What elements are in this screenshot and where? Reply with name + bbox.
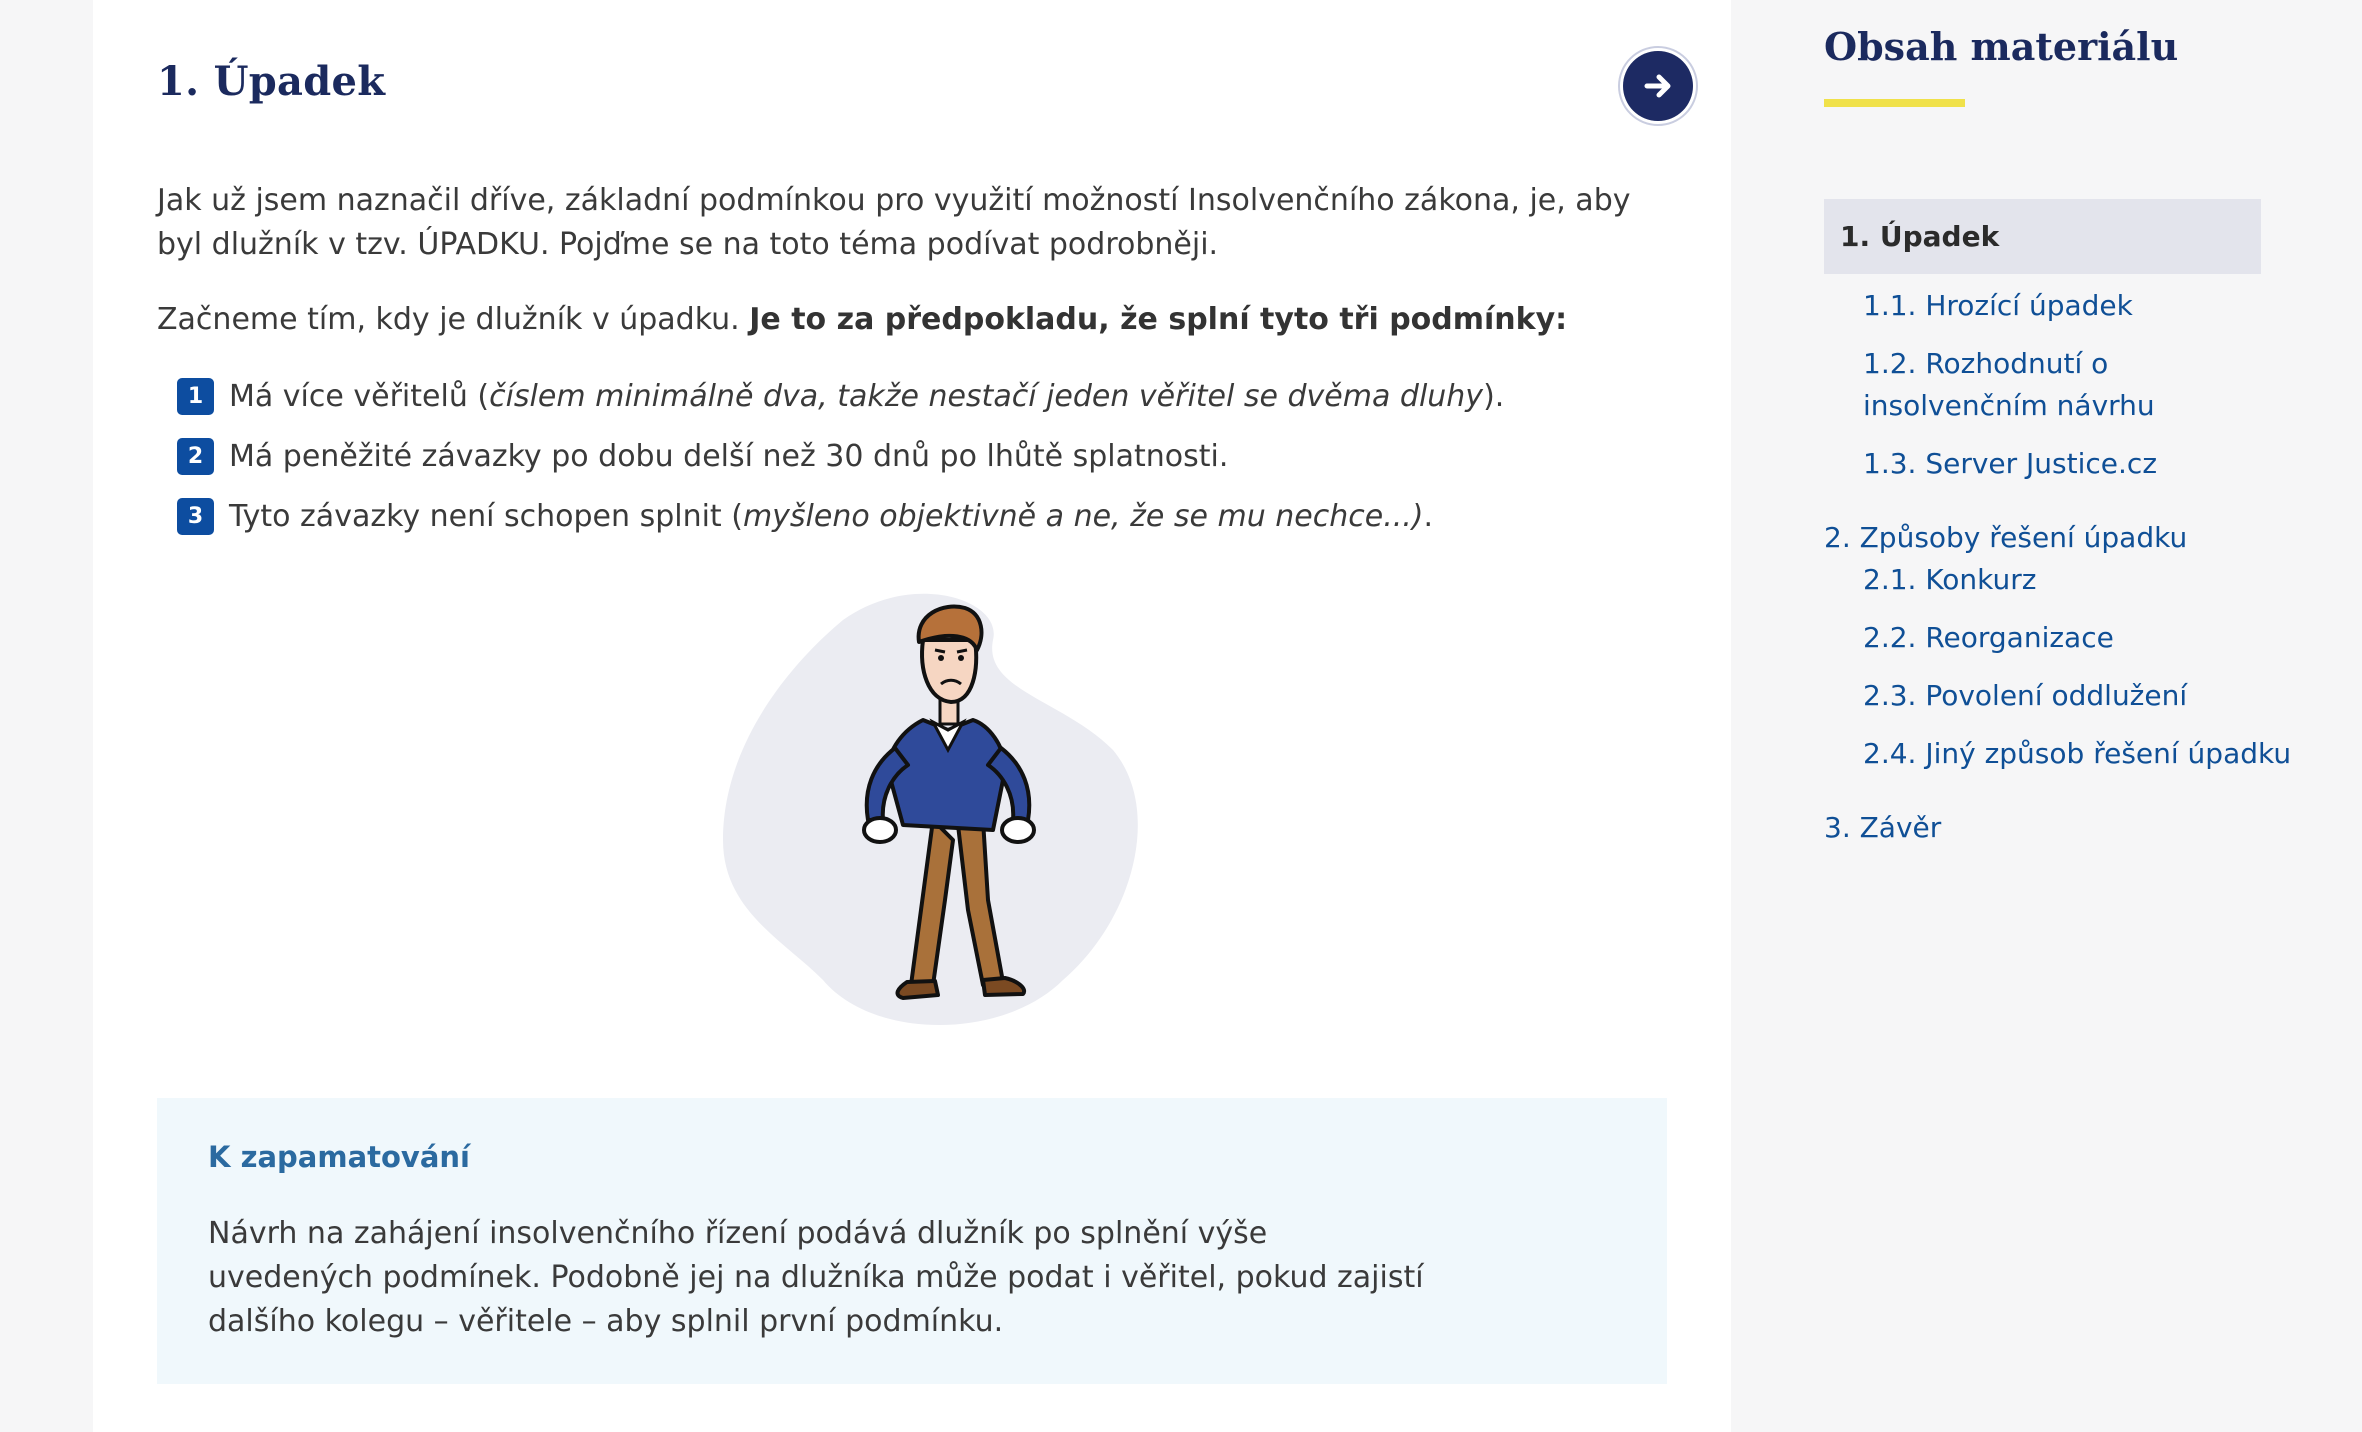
toc-item-hrozici-upadek[interactable]: 1.1. Hrozící úpadek [1863,289,2133,322]
condition-number-badge: 1 [177,378,214,415]
toc-item-zpusoby-reseni[interactable]: 2. Způsoby řešení úpadku [1824,521,2188,554]
intro-paragraph: Jak už jsem naznačil dříve, základní podmínkou pro využití možností Insolvenčního zákona, je, aby byl dlužník v tzv. ÚPADKU. Pojďme se na toto téma podívat podrobněji. [157,183,1631,262]
toc-item-upadek-active[interactable]: 1. Úpadek [1824,199,2261,274]
arrow-right-icon [1641,69,1675,103]
condition-item [177,374,1504,418]
toc-item-rozhodnuti-line1[interactable]: 1.2. Rozhodnutí o [1863,347,2109,380]
conditions-intro-text: Začneme tím, kdy je dlužník v úpadku. [157,302,750,337]
condition-text: Má více věřitelů (číslem minimálně dva, takže nestačí jeden věřitel se dvěma dluhy). [229,378,1505,414]
condition-number-badge: 2 [177,438,214,475]
next-chapter-button[interactable] [1623,51,1693,121]
toc-item-konkurz[interactable]: 2.1. Konkurz [1863,563,2037,596]
condition-text: Tyto závazky není schopen splnit (myšleno objektivně a ne, že se mu nechce...). [229,498,1434,534]
toc-item-rozhodnuti-line2[interactable]: insolvenčním návrhu [1863,389,2155,422]
man-with-empty-pockets-illustration [683,580,1253,1050]
toc-item-reorganizace[interactable]: 2.2. Reorganizace [1863,621,2114,654]
toc-item-jiny-zpusob[interactable]: 2.4. Jiný způsob řešení úpadku [1863,737,2292,770]
condition-number-badge: 3 [177,498,214,535]
conditions-list [177,374,1504,554]
page-title: 1. Úpadek [157,58,386,105]
sidebar-title-underline [1824,99,1965,107]
condition-item [177,434,1504,478]
conditions-intro-bold: Je to za předpokladu, že splní tyto tři podmínky: [749,302,1568,337]
remember-box-title: K zapamatování [208,1140,470,1174]
remember-box [157,1098,1667,1384]
sidebar-title: Obsah materiálu [1824,24,2179,69]
conditions-intro [157,298,1657,342]
condition-item [177,494,1504,538]
toc-item-server-justice[interactable]: 1.3. Server Justice.cz [1863,447,2158,480]
condition-text: Má peněžité závazky po dobu delší než 30 dnů po lhůtě splatnosti. [229,438,1229,474]
toc-item-povoleni-oddluzeni[interactable]: 2.3. Povolení oddlužení [1863,679,2188,712]
toc-item-zaver[interactable]: 3. Závěr [1824,811,1942,844]
remember-box-text: Návrh na zahájení insolvenčního řízení podává dlužník po splnění výše uvedených podmínek. Podobně jej na dlužníka může podat i věřitel, pokud zajistí dalšího kolegu – věřitele – aby splnil první podmínku. [208,1216,1424,1339]
main-content [93,0,1731,1432]
